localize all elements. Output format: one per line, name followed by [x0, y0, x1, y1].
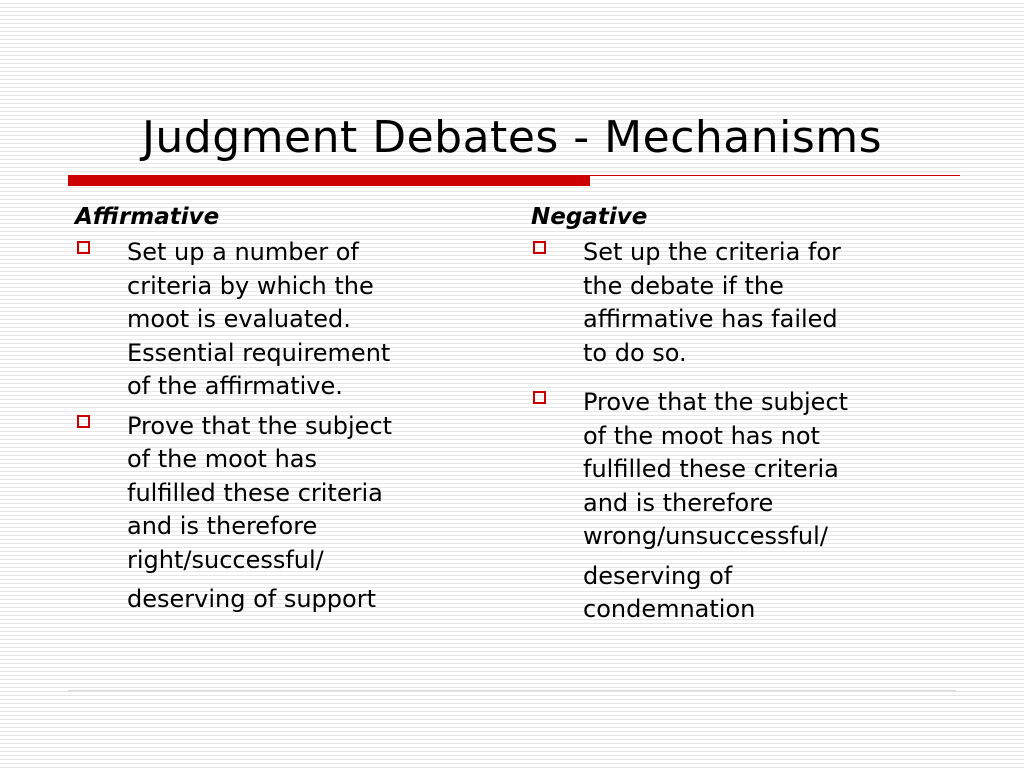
- affirmative-heading: Affirmative: [75, 204, 220, 230]
- square-bullet-icon: [77, 241, 90, 254]
- item-text-line: Set up a number of: [127, 238, 359, 266]
- item-text-line: deserving of: [583, 561, 733, 590]
- square-bullet-icon: [533, 391, 546, 404]
- item-text-line: right/successful/: [127, 545, 324, 574]
- item-text-line: of the affirmative.: [127, 372, 343, 400]
- affirmative-list: [75, 236, 485, 617]
- item-text-line: Essential requirement: [127, 338, 391, 367]
- item-text-line: to do so.: [583, 338, 687, 367]
- square-bullet-icon: [77, 415, 90, 428]
- title-underline-accent: [68, 176, 590, 186]
- item-text-line: deserving of support: [127, 585, 376, 613]
- item-text-line: Set up the criteria for: [583, 238, 841, 266]
- list-item: [75, 410, 485, 617]
- item-text-line: of the moot has: [127, 445, 317, 473]
- negative-list: [531, 236, 951, 627]
- item-text-line: and is therefore: [127, 512, 318, 540]
- item-text-line: Prove that the subject: [583, 388, 849, 416]
- item-text-line: moot is evaluated.: [127, 305, 351, 333]
- item-text-line: fulfilled these criteria: [583, 455, 839, 483]
- item-text-line: condemnation: [583, 595, 756, 623]
- affirmative-column: [75, 198, 485, 623]
- item-text-line: of the moot has not: [583, 421, 820, 450]
- item-text-line: affirmative has failed: [583, 305, 838, 333]
- item-text-line: fulfilled these criteria: [127, 478, 383, 507]
- list-item: [531, 386, 951, 627]
- negative-heading: Negative: [531, 204, 648, 230]
- footer-divider: [68, 690, 956, 691]
- item-text-line: and is therefore: [583, 488, 774, 517]
- list-item: [531, 236, 951, 370]
- square-bullet-icon: [533, 241, 546, 254]
- item-text-line: wrong/unsuccessful/: [583, 522, 828, 550]
- negative-column: [531, 198, 951, 633]
- item-text-line: criteria by which the: [127, 271, 374, 300]
- item-text-line: Prove that the subject: [127, 411, 393, 440]
- slide-title: Judgment Debates - Mechanisms: [141, 112, 883, 163]
- list-item: [75, 236, 485, 404]
- item-text-line: the debate if the: [583, 271, 784, 300]
